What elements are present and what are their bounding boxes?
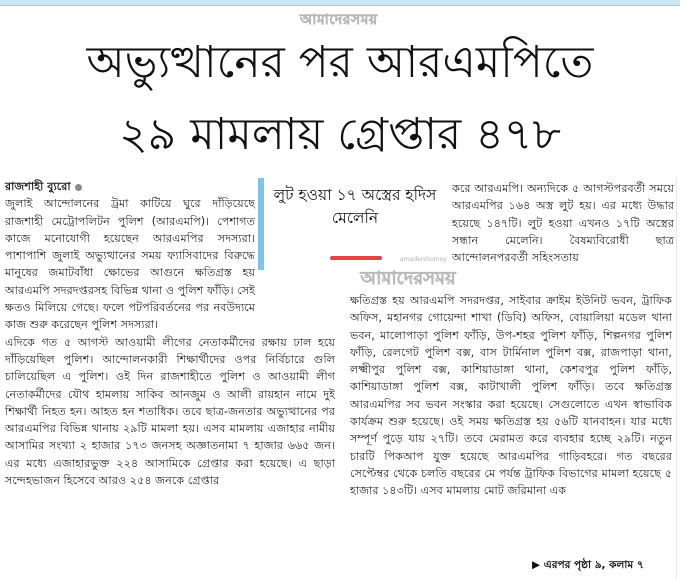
pull-quote-underline <box>330 256 382 260</box>
headline-line-1: অভ্যুত্থানের পর আরএমপিতে <box>86 37 594 88</box>
article-column-2: ক্ষতিগ্রস্ত হয় আরএমপি সদরদপ্তর, সাইবার ক্রাইম ইউনিট ভবন, ট্রাফিক অফিস, মহানগর গোয়েন্দা শাখা (ডিবি) অফিস, বোয়ালিয়া মডেল থানা ভবন, মালোপাড়া পুলিশ ফাঁড়ি, উপ-শহর পুলিশ ফাঁড়ি, শিল্পনগর পুলিশ ফাঁড়ি, রেলগেট পুলিশ বক্স, বাস টার্মিনাল পুলিশ বক্স, রাজপাড়া থানা, লক্ষ্মীপুর পুলিশ বক্স, কাশিয়াডাঙ্গা থানা, কেশবপুর পুলিশ ফাঁড়ি, কাশিয়াডাঙ্গা পুলিশ বক্স, কাটাখালী পুলিশ ফাঁড়ি। তবে ক্ষতিগ্রস্ত আরএমপির সব ভবন সংস্কার করা হয়েছে। সেগুলোতে এখন স্বাভাবিক কার্যক্রম শুরু হয়েছে। ওই সময় ক্ষতিগ্রস্ত হয় ৫৬টি যানবাহন। যার মধ্যে সম্পূর্ণ পুড়ে যায় ২৭টি। তবে মেরামত করে ব্যবহার হচ্ছে ২৯টি। নতুন চারটি পিকআপ যুক্ত হয়েছে আরএমপির গাড়িবহরে। গত বছরের সেপ্টেম্বর থেকে চলতি বছরের মে পর্যন্ত ট্রাফিক বিভাগের মামলা হয়েছে ৫ হাজার ১৪৩টি। এসব মামলায় মোট জরিমানা এক <box>350 294 672 498</box>
top-line <box>0 5 680 6</box>
pull-quote-text: লুট হওয়া ১৭ অস্ত্রের হদিস মেলেনি <box>273 186 437 227</box>
article-column-right-top: করে আরএমপি। অন্যদিকে ৫ আগস্টপরবর্তী সময়ে আরএমপির ১৬৪ অস্ত্র লুট হয়। এর মধ্যে উদ্ধার হয়েছে ১৪৭টি। লুট হওয়া এখনও ১৭টি অস্ত্রের সন্ধান মেলেনি। বৈষম্যবিরোধী ছাত্র আন্দোলনপরবর্তী সহিংসতায় <box>452 182 674 265</box>
watermark-logo: আমাদেরসময় <box>360 268 456 289</box>
continuation-note[interactable]: ▶ এরপর পৃষ্ঠা ৯, কলাম ৭ <box>532 559 644 571</box>
byline: রাজশাহী ব্যুরো <box>5 180 71 193</box>
byline-dot-icon <box>75 184 82 191</box>
watermark-small: amadershomoy <box>400 256 447 263</box>
column-1-paragraph-1: জুলাই আন্দোলনের ট্রমা কাটিয়ে ঘুরে দাঁড়িয়েছে রাজশাহী মেট্রোপলিটন পুলিশ (আরএমপি)। পেশাগত কাজে মনোযোগী হয়েছেন আরএমপির সদস্যরা। পাশাপাশি জুলাই অভ্যুত্থানের সময় ফ্যাসিবাদের বিরুদ্ধে মানুষের জমাটবাঁধা ক্ষোভের আগুনে ক্ষতিগ্রস্ত হয় আরএমপি সদরদপ্তরসহ বিভিন্ন থানা ও পুলিশ ফাঁড়ি। সেই ক্ষতও মিলিয়ে গেছে। ফলে পটপরিবর্তনের পর নবউদ্যমে কাজ শুরু করেছেন পুলিশ সদস্যরা। <box>5 197 255 332</box>
headline-line-2: ২৯ মামলায় গ্রেপ্তার ৪৭৮ <box>119 109 561 160</box>
masthead-brand: আমাদেরসময় <box>300 12 378 28</box>
column-1-paragraph-2: এদিকে গত ৫ আগস্ট আওয়ামী লীগের নেতাকর্মীদের রক্ষায় ঢাল হয়ে দাঁড়িয়েছিল পুলিশ। আন্দোলনকারী শিক্ষার্থীদের ওপর নির্বিচারে গুলি চালিয়েছিল এ পুলিশ। ওই দিন রাজশাহীতে পুলিশ ও আওয়ামী লীগ নেতাকর্মীদের যৌথ হামলায় সাকিব আনজুম ও আলী রায়হান নামে দুই শিক্ষার্থী নিহত হন। আহত হন শতাধিক। তবে ছাত্র-জনতার অভ্যুত্থানের পর আরএমপির বিভিন্ন থানায় ২৯টি মামলা হয়। এসব মামলায় এজাহার নামীয় আসামির সংখ্যা ২ হাজার ১৭৩ জনসহ অজ্ঞাতনামা ৭ হাজার ৬৬৫ জন। এর মধ্যে এজাহারভুক্ত ২২৪ আসামিকে গ্রেপ্তার করা হয়েছে। এ ছাড়া সন্দেহভাজন হিসেবে আরও ২৫৪ জনকে গ্রেপ্তার <box>5 335 335 488</box>
right-rule <box>676 178 677 578</box>
